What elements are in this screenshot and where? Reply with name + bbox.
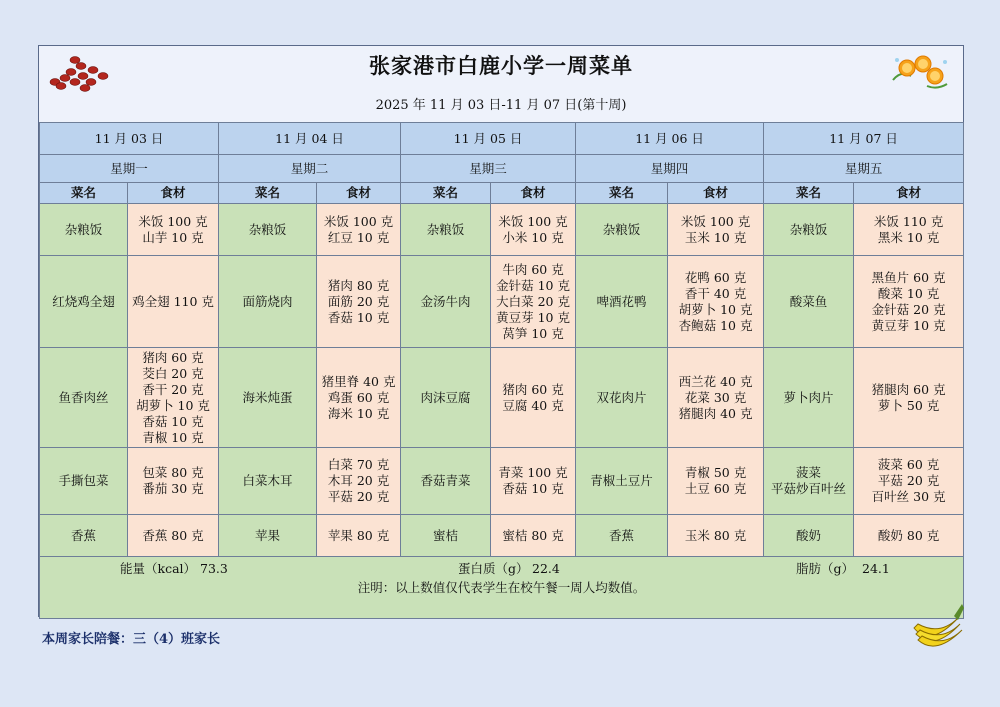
dish-cell [401, 204, 491, 256]
ingredient-line: 黄豆芽 10 克 [496, 309, 570, 325]
ingredient-line: 杏鲍菇 10 克 [678, 317, 753, 333]
ingredient-line: 海米 10 克 [327, 405, 390, 421]
parent-meal-note: 本周家长陪餐：三（4）班家长 [42, 632, 221, 647]
col-dish-header: 菜名 [219, 183, 317, 204]
ingredient-line: 番茄 30 克 [142, 481, 204, 496]
ingredient-cell [128, 256, 219, 348]
dish-name: 杂粮饭 [64, 221, 103, 237]
ingredient-line: 鸡蛋 60 克 [327, 389, 390, 405]
dish-name: 手撕包菜 [58, 473, 109, 488]
dish-cell [576, 256, 668, 348]
col-ingredient-header: 食材 [491, 183, 576, 204]
menu-table [39, 122, 964, 619]
ingredient-line: 土豆 60 克 [684, 481, 747, 496]
dish-cell [40, 256, 128, 348]
protein-value: 22.4 [532, 561, 560, 576]
dish-cell [576, 515, 668, 557]
ingredient-line: 莴笋 10 克 [502, 325, 564, 341]
dish-cell [401, 348, 491, 448]
date-cell: 11 月 05 日 [401, 123, 576, 155]
dish-name: 青椒土豆片 [590, 473, 653, 488]
ingredient-line: 青菜 100 克 [498, 465, 568, 480]
ingredient-line: 香干 20 克 [142, 381, 204, 397]
dish-cell [401, 256, 491, 348]
dish-cell [40, 348, 128, 448]
ingredient-line: 花菜 30 克 [684, 389, 747, 405]
ingredient-line: 酸奶 80 克 [877, 527, 940, 543]
col-dish-header: 菜名 [576, 183, 668, 204]
dish-name: 啤酒花鸭 [596, 293, 647, 309]
dish-cell [764, 515, 854, 557]
ingredient-cell [668, 448, 764, 515]
dish-cell [576, 448, 668, 515]
ingredient-cell [854, 515, 964, 557]
col-dish-header: 菜名 [40, 183, 128, 204]
ingredient-line: 红豆 10 克 [327, 229, 390, 245]
col-ingredient-header: 食材 [128, 183, 219, 204]
dish-cell [219, 448, 317, 515]
ingredient-cell [317, 348, 401, 448]
menu-row [40, 448, 964, 515]
ingredient-line: 香蕉 80 克 [142, 527, 204, 543]
ingredient-line: 包菜 80 克 [142, 465, 204, 480]
ingredient-line: 青椒 50 克 [684, 465, 747, 480]
dish-cell [764, 204, 854, 256]
ingredient-line: 香菇 10 克 [502, 481, 564, 496]
dish-name: 红烧鸡全翅 [52, 293, 115, 309]
ingredient-cell [668, 348, 764, 448]
ingredient-line: 牛肉 60 克 [502, 261, 564, 277]
dish-name: 香菇青菜 [420, 473, 471, 488]
ingredient-cell [128, 448, 219, 515]
ingredient-line: 鸡全翅 110 克 [132, 293, 214, 309]
col-ingredient-header: 食材 [854, 183, 964, 204]
ingredient-line: 山芋 10 克 [142, 229, 204, 245]
dish-name: 酸奶 [796, 527, 822, 543]
ingredient-line: 萝卜 50 克 [877, 397, 940, 413]
dish-name: 平菇炒百叶丝 [771, 481, 847, 496]
energy-value: 73.3 [200, 561, 228, 576]
ingredient-line: 小米 10 克 [502, 229, 564, 245]
ingredient-line: 菠菜 60 克 [877, 457, 940, 472]
protein-label: 蛋白质（g） [458, 561, 529, 576]
ingredient-cell [668, 515, 764, 557]
ingredient-line: 平菇 20 克 [877, 473, 940, 488]
dish-cell [40, 448, 128, 515]
ingredient-line: 黑鱼片 60 克 [871, 269, 946, 285]
dish-name: 杂粮饭 [426, 221, 465, 237]
ingredient-line: 米饭 100 克 [323, 213, 394, 229]
date-cell: 11 月 04 日 [219, 123, 401, 155]
ingredient-cell [317, 256, 401, 348]
date-row [40, 123, 964, 155]
ingredient-cell [491, 204, 576, 256]
dish-cell [40, 204, 128, 256]
dish-name: 面筋烧肉 [242, 293, 293, 309]
ingredient-line: 茭白 20 克 [142, 365, 204, 381]
fat-label: 脂肪（g） [796, 561, 855, 576]
ingredient-line: 米饭 100 克 [680, 213, 751, 229]
ingredient-line: 豆腐 40 克 [502, 397, 564, 413]
ingredient-line: 苹果 80 克 [327, 527, 390, 543]
col-dish-header: 菜名 [764, 183, 854, 204]
ingredient-line: 黑米 10 克 [877, 229, 940, 245]
dish-name: 菠菜 [796, 465, 822, 480]
dish-name: 杂粮饭 [248, 221, 287, 237]
ingredient-line: 香干 40 克 [684, 285, 747, 301]
ingredient-cell [317, 448, 401, 515]
ingredient-line: 黄豆芽 10 克 [871, 317, 946, 333]
dish-cell [219, 348, 317, 448]
menu-sheet [38, 45, 964, 617]
menu-row [40, 515, 964, 557]
ingredient-line: 平菇 20 克 [327, 489, 390, 504]
ingredient-line: 香菇 10 克 [327, 309, 390, 325]
ingredient-cell [317, 204, 401, 256]
ingredient-line: 猪腿肉 40 克 [678, 405, 753, 421]
weekday-cell: 星期三 [401, 155, 576, 183]
menu-row [40, 348, 964, 448]
ingredient-line: 猪肉 60 克 [502, 381, 564, 397]
weekday-cell: 星期四 [576, 155, 764, 183]
dish-name: 蜜桔 [433, 527, 459, 543]
dish-name: 萝卜肉片 [783, 389, 834, 405]
weekday-cell: 星期五 [764, 155, 964, 183]
dish-cell [219, 515, 317, 557]
ingredient-line: 猪腿肉 60 克 [871, 381, 946, 397]
ingredient-line: 米饭 110 克 [873, 213, 944, 229]
date-cell: 11 月 06 日 [576, 123, 764, 155]
ingredient-line: 酸菜 10 克 [877, 285, 940, 301]
dish-cell [219, 256, 317, 348]
nutrition-row [40, 557, 964, 619]
date-range: 2025 年 11 月 03 日-11 月 07 日(第十周) [375, 98, 627, 113]
col-ingredient-header: 食材 [668, 183, 764, 204]
dish-name: 金汤牛肉 [420, 293, 471, 309]
ingredient-line: 西兰花 40 克 [678, 373, 753, 389]
ingredient-line: 猪里脊 40 克 [321, 373, 396, 389]
dish-name: 双花肉片 [596, 389, 647, 405]
dish-cell [219, 204, 317, 256]
menu-row [40, 256, 964, 348]
ingredient-line: 花鸭 60 克 [684, 269, 747, 285]
dish-cell [401, 448, 491, 515]
dish-cell [40, 515, 128, 557]
dish-name: 苹果 [255, 527, 281, 543]
column-header-row [40, 183, 964, 204]
ingredient-cell [128, 348, 219, 448]
ingredient-cell [491, 348, 576, 448]
ingredient-cell [854, 448, 964, 515]
ingredient-line: 香菇 10 克 [142, 413, 204, 429]
weekday-cell: 星期一 [40, 155, 219, 183]
dish-name: 香蕉 [70, 527, 96, 543]
ingredient-cell [668, 204, 764, 256]
weekday-row [40, 155, 964, 183]
ingredient-cell [854, 256, 964, 348]
ingredient-line: 金针菇 10 克 [496, 277, 570, 293]
banana-icon [910, 598, 964, 648]
dish-cell [576, 348, 668, 448]
fat-value: 24.1 [862, 561, 890, 576]
ingredient-cell [668, 256, 764, 348]
energy-label: 能量（kcal） [120, 561, 197, 576]
ingredient-cell [128, 515, 219, 557]
ingredient-cell [128, 204, 219, 256]
ingredient-line: 胡萝卜 10 克 [136, 397, 210, 413]
ingredient-line: 米饭 100 克 [138, 213, 208, 229]
ingredient-line: 白菜 70 克 [327, 457, 390, 472]
orange-slices-icon [887, 50, 953, 94]
weekday-cell: 星期二 [219, 155, 401, 183]
ingredient-line: 猪肉 80 克 [327, 277, 390, 293]
ingredient-line: 青椒 10 克 [142, 429, 204, 445]
ingredient-line: 猪肉 60 克 [142, 349, 204, 365]
date-cell: 11 月 03 日 [40, 123, 219, 155]
ingredient-line: 金针菇 20 克 [871, 301, 946, 317]
dish-name: 白菜木耳 [242, 473, 293, 488]
nutrition-note: 注明：以上数值仅代表学生在校午餐一周人均数值。 [357, 580, 646, 595]
dish-name: 酸菜鱼 [789, 293, 828, 309]
ingredient-cell [491, 515, 576, 557]
ingredient-line: 米饭 100 克 [498, 213, 568, 229]
ingredient-cell [491, 256, 576, 348]
date-cell: 11 月 07 日 [764, 123, 964, 155]
ingredient-cell [491, 448, 576, 515]
ingredient-line: 玉米 10 克 [684, 229, 747, 245]
dish-cell [764, 348, 854, 448]
dish-name: 鱼香肉丝 [58, 389, 109, 405]
page-title: 张家港市白鹿小学一周菜单 [369, 53, 633, 78]
dish-name: 香蕉 [609, 527, 635, 543]
ingredient-cell [317, 515, 401, 557]
dish-name: 杂粮饭 [602, 221, 641, 237]
ingredient-cell [854, 204, 964, 256]
dish-cell [764, 256, 854, 348]
ingredient-line: 大白菜 20 克 [496, 293, 570, 309]
dish-cell [764, 448, 854, 515]
ingredient-cell [854, 348, 964, 448]
dish-cell [401, 515, 491, 557]
ingredient-line: 蜜桔 80 克 [502, 527, 564, 543]
col-ingredient-header: 食材 [317, 183, 401, 204]
dish-name: 肉沫豆腐 [420, 389, 471, 405]
ingredient-line: 木耳 20 克 [327, 473, 390, 488]
menu-row [40, 204, 964, 256]
dish-name: 杂粮饭 [789, 221, 828, 237]
ingredient-line: 玉米 80 克 [684, 527, 747, 543]
dish-name: 海米炖蛋 [242, 389, 293, 405]
dish-cell [576, 204, 668, 256]
nutrition-cell [40, 557, 964, 619]
ingredient-line: 胡萝卜 10 克 [678, 301, 753, 317]
ingredient-line: 面筋 20 克 [327, 293, 390, 309]
ingredient-line: 百叶丝 30 克 [871, 489, 946, 504]
col-dish-header: 菜名 [401, 183, 491, 204]
